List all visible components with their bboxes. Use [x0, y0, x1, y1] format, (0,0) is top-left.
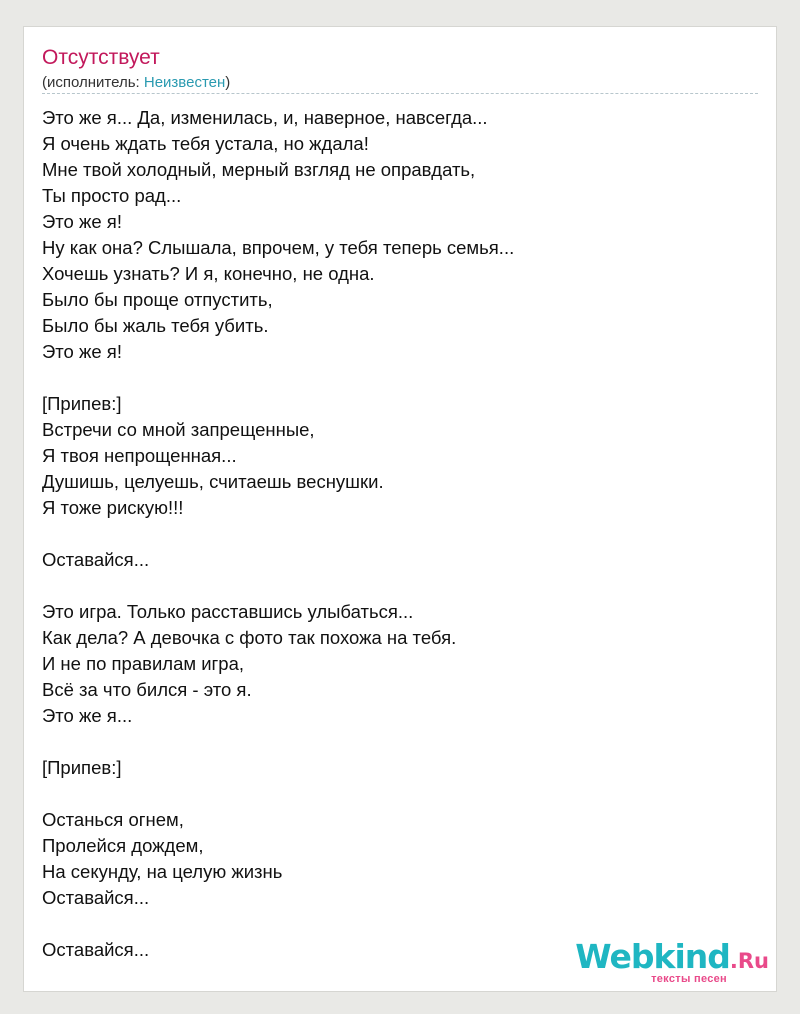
logo-suffix: .Ru — [729, 949, 769, 973]
lyric-line: На секунду, на целую жизнь — [42, 861, 283, 882]
lyrics-page — [23, 26, 777, 992]
lyric-blank-line — [42, 521, 742, 547]
song-title: Отсутствует — [42, 46, 160, 69]
lyric-line: Душишь, целуешь, считаешь веснушки. — [42, 471, 384, 492]
logo-word: Webkind — [575, 937, 730, 976]
lyric-line: Оставайся... — [42, 939, 150, 960]
artist-suffix: ) — [225, 74, 231, 91]
lyric-blank-line — [42, 781, 742, 807]
lyric-line: [Припев:] — [42, 393, 122, 414]
lyric-blank-line — [42, 911, 742, 937]
lyric-line: Хочешь узнать? И я, конечно, не одна. — [42, 263, 375, 284]
lyric-line: Это же я... — [42, 705, 133, 726]
lyric-line: Останься огнем, — [42, 809, 184, 830]
lyric-line: Мне твой холодный, мерный взгляд не оправдать, — [42, 159, 476, 180]
lyric-line: Было бы проще отпустить, — [42, 289, 273, 310]
lyric-line: Это же я... Да, изменилась, и, наверное, навсегда... — [42, 107, 488, 128]
lyric-line: Оставайся... — [42, 549, 150, 570]
lyric-line: Я твоя непрощенная... — [42, 445, 237, 466]
lyrics-text — [42, 105, 742, 963]
lyric-blank-line — [42, 365, 742, 391]
artist-prefix: (исполнитель: — [42, 74, 144, 91]
logo-tagline: тексты песен — [651, 973, 727, 985]
lyric-line: Ну как она? Слышала, впрочем, у тебя теперь семья... — [42, 237, 515, 258]
artist-line — [42, 73, 230, 93]
lyric-line: Это игра. Только расставшись улыбаться... — [42, 601, 414, 622]
lyric-line: Ты просто рад... — [42, 185, 182, 206]
lyric-line: Встречи со мной запрещенные, — [42, 419, 315, 440]
lyric-line: И не по правилам игра, — [42, 653, 245, 674]
lyric-line: Было бы жаль тебя убить. — [42, 315, 269, 336]
lyric-line: Я тоже рискую!!! — [42, 497, 184, 518]
lyric-blank-line — [42, 573, 742, 599]
site-logo[interactable] — [575, 937, 769, 987]
lyric-line: Я очень ждать тебя устала, но ждала! — [42, 133, 369, 154]
lyric-line: [Припев:] — [42, 757, 122, 778]
lyric-line: Как дела? А девочка с фото так похожа на тебя. — [42, 627, 457, 648]
title-divider — [42, 93, 758, 94]
lyric-blank-line — [42, 729, 742, 755]
lyric-line: Это же я! — [42, 211, 122, 232]
lyric-line: Оставайся... — [42, 887, 150, 908]
lyric-line: Это же я! — [42, 341, 122, 362]
lyric-line: Всё за что бился - это я. — [42, 679, 252, 700]
artist-link[interactable]: Неизвестен — [143, 74, 226, 91]
lyric-line: Пролейся дождем, — [42, 835, 204, 856]
